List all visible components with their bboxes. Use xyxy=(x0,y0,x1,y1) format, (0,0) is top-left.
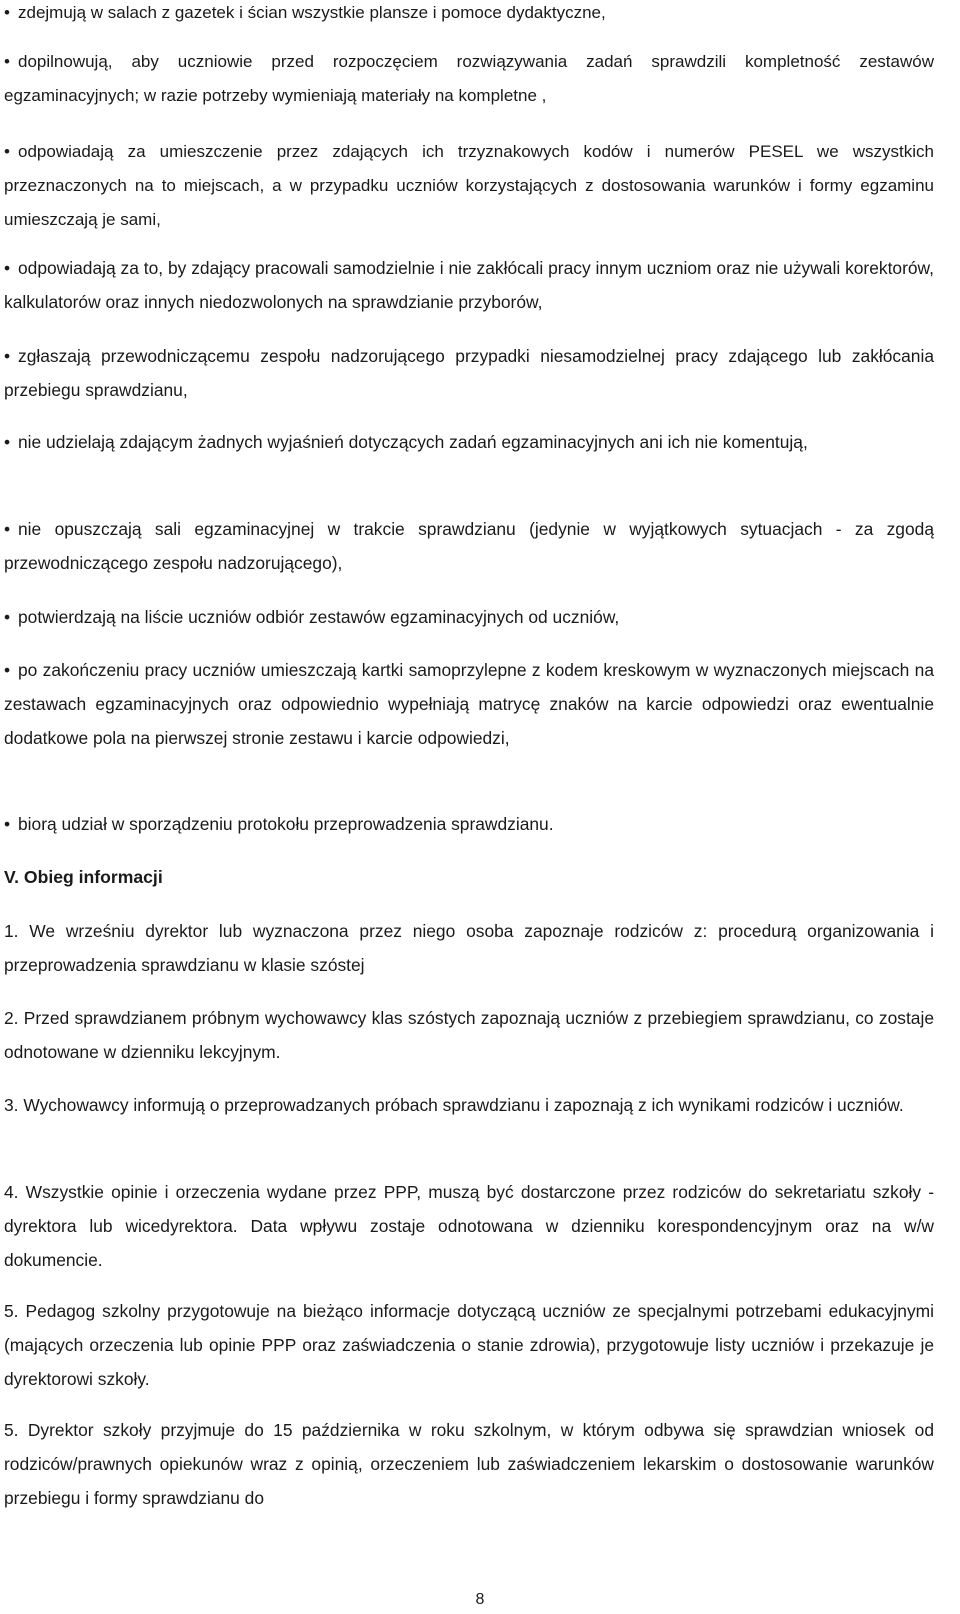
bullet-item xyxy=(4,807,934,841)
bullet-text: odpowiadają za to, by zdający pracowali samodzielnie i nie zakłócali pracy innym uczniom oraz nie używali korektorów, kalkulatorów oraz innych niedozwolonych na sprawdzianie przyborów, xyxy=(4,258,934,312)
bullet-marker: • xyxy=(4,52,10,71)
bullet-marker: • xyxy=(4,258,11,278)
numbered-item: 5. Pedagog szkolny przygotowuje na bieżąco informacje dotyczącą uczniów ze specjalnymi potrzebami edukacyjnymi (mających orzeczenia lub opinie PPP oraz zaświadczenia o stanie zdrowia), przygotowuje listy uczniów i przekazuje je dyrektorowi szkoły. xyxy=(4,1301,934,1389)
bullet-text: nie opuszczają sali egzaminacyjnej w trakcie sprawdzianu (jedynie w wyjątkowych sytuacjach - za zgodą przewodniczącego zespołu nadzorującego), xyxy=(4,519,934,573)
bullet-text: zdejmują w salach z gazetek i ścian wszystkie plansze i pomoce dydaktyczne, xyxy=(18,3,606,22)
bullet-item xyxy=(4,0,934,30)
bullet-marker: • xyxy=(4,346,11,366)
bullet-text: nie udzielają zdającym żadnych wyjaśnień dotyczących zadań egzaminacyjnych ani ich nie komentują, xyxy=(18,432,808,452)
bullet-marker: • xyxy=(4,142,10,161)
bullet-text: potwierdzają na liście uczniów odbiór zestawów egzaminacyjnych od uczniów, xyxy=(18,607,620,627)
bullet-item xyxy=(4,425,934,459)
bullet-item xyxy=(4,135,934,237)
numbered-item: 5. Dyrektor szkoły przyjmuje do 15 października w roku szkolnym, w którym odbywa się sprawdzian wniosek od rodziców/prawnych opiekunów wraz z opinią, orzeczeniem lub zaświadczeniem lekarskim o dostosowanie warunków przebiegu i formy sprawdzianu do xyxy=(4,1420,934,1508)
bullet-marker: • xyxy=(4,660,11,680)
bullet-text: dopilnowują, aby uczniowie przed rozpoczęciem rozwiązywania zadań sprawdzili kompletność zestawów egzaminacyjnych; w razie potrzeby wymieniają materiały na kompletne , xyxy=(4,52,934,105)
bullet-text: odpowiadają za umieszczenie przez zdających ich trzyznakowych kodów i numerów PESEL we wszystkich przeznaczonych na to miejscach, a w przypadku uczniów korzystających z dostosowania warunków i formy egzaminu umieszczają je sami, xyxy=(4,142,934,229)
numbered-item: 2. Przed sprawdzianem próbnym wychowawcy klas szóstych zapoznają uczniów z przebiegiem sprawdzianu, co zostaje odnotowane w dzienniku lekcyjnym. xyxy=(4,1008,934,1062)
bullet-item xyxy=(4,45,934,113)
numbered-item: 1. We wrześniu dyrektor lub wyznaczona przez niego osoba zapoznaje rodziców z: procedurą organizowania i przeprowadzenia sprawdzianu w klasie szóstej xyxy=(4,921,934,975)
bullet-text: biorą udział w sporządzeniu protokołu przeprowadzenia sprawdzianu. xyxy=(18,814,554,834)
numbered-item: 4. Wszystkie opinie i orzeczenia wydane przez PPP, muszą być dostarczone przez rodziców do sekretariatu szkoły - dyrektora lub wicedyrektora. Data wpływu zostaje odnotowana w dzienniku korespondencyjnym oraz na w/w dokumencie. xyxy=(4,1182,934,1270)
bullet-marker: • xyxy=(4,432,11,452)
section-heading: V. Obieg informacji xyxy=(4,867,163,887)
bullet-item xyxy=(4,251,934,319)
bullet-item xyxy=(4,512,934,580)
bullet-item xyxy=(4,339,934,407)
bullet-marker: • xyxy=(4,519,11,539)
page-number: 8 xyxy=(475,1591,485,1608)
bullet-item xyxy=(4,653,934,755)
bullet-text: zgłaszają przewodniczącemu zespołu nadzorującego przypadki niesamodzielnej pracy zdającego lub zakłócania przebiegu sprawdzianu, xyxy=(4,346,934,400)
bullet-item xyxy=(4,600,934,634)
numbered-item: 3. Wychowawcy informują o przeprowadzanych próbach sprawdzianu i zapoznają z ich wynikami rodziców i uczniów. xyxy=(4,1095,904,1115)
bullet-marker: • xyxy=(4,814,11,834)
bullet-marker: • xyxy=(4,607,11,627)
bullet-marker: • xyxy=(4,3,10,22)
bullet-text: po zakończeniu pracy uczniów umieszczają kartki samoprzylepne z kodem kreskowym w wyznaczonych miejscach na zestawach egzaminacyjnych oraz odpowiednio wypełniają matrycę znaków na karcie odpowiedzi oraz ewentualnie dodatkowe pola na pierwszej stronie zestawu i karcie odpowiedzi, xyxy=(4,660,934,748)
